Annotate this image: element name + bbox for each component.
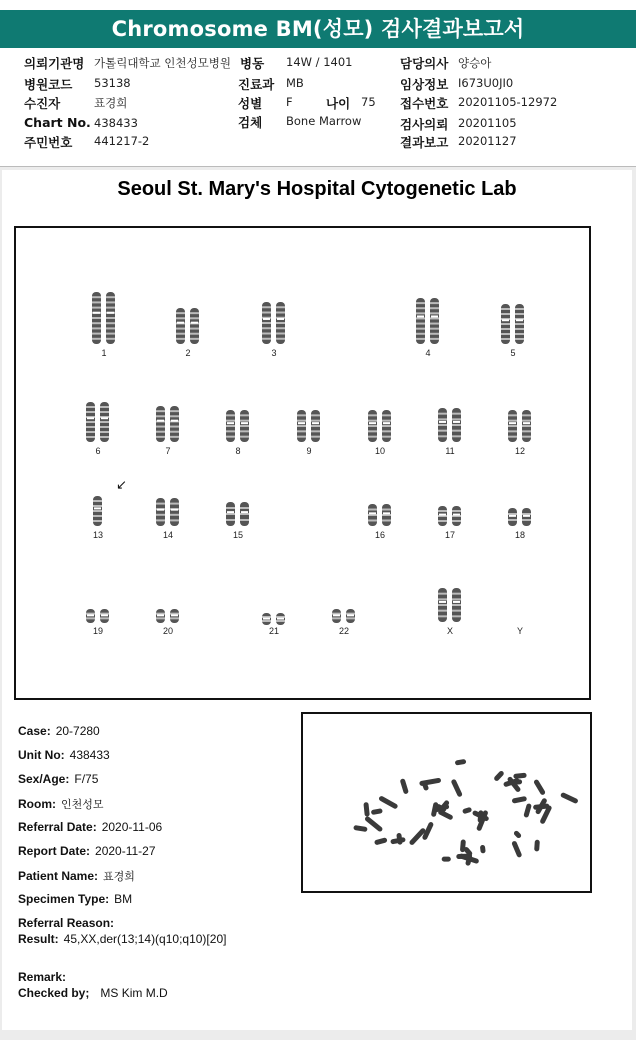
abnormality-arrow-icon: ↙ — [116, 478, 127, 493]
chromosome-pair-7 — [153, 406, 183, 446]
chromosome-label: 9 — [306, 446, 312, 456]
metaphase-image-panel — [301, 712, 592, 893]
chromosome-pair-9 — [294, 410, 324, 446]
info-value: 20201127 — [458, 134, 517, 148]
chromosome-pair-17 — [435, 506, 465, 530]
chromosome-label: 11 — [445, 446, 455, 456]
metaphase-chromosome — [378, 795, 398, 809]
chromosome-pair-6 — [83, 402, 113, 446]
referral-reason-row: Referral Reason: — [18, 916, 115, 930]
unit-row: Unit No: 438433 — [18, 748, 110, 762]
info-value: I673U0JI0 — [458, 76, 514, 90]
chromosome-pair-13 — [91, 496, 105, 530]
chromosome-label: 2 — [185, 348, 191, 358]
info-label: 병원코드 — [24, 77, 73, 92]
report-title: Chromosome BM(성모) 검사결과보고서 — [0, 10, 636, 48]
chromosome-pair-20 — [153, 608, 183, 627]
info-value: Bone Marrow — [286, 114, 362, 128]
patient-info-header — [0, 48, 636, 167]
patient-name-row: Patient Name: 표경희 — [18, 869, 135, 883]
chromosome-label: 13 — [92, 530, 103, 540]
chromosome-label: 3 — [271, 348, 277, 358]
metaphase-chromosome — [533, 779, 546, 796]
chromosome-pair-8 — [223, 410, 253, 446]
info-label: 결과보고 — [400, 135, 449, 150]
karyogram-panel — [14, 226, 591, 700]
lab-title: Seoul St. Mary's Hospital Cytogenetic Lab — [117, 178, 517, 200]
metaphase-chromosome — [534, 840, 540, 852]
info-value: 75 — [361, 95, 376, 109]
chromosome-label: 15 — [232, 530, 243, 540]
case-row: Case: 20-7280 — [18, 724, 100, 738]
info-label: Chart No. — [24, 115, 91, 130]
chromosome-label: 21 — [268, 626, 279, 636]
metaphase-chromosome — [513, 830, 522, 839]
metaphase-chromosome — [371, 808, 383, 815]
chromosome-label: 19 — [92, 626, 103, 636]
metaphase-chromosome — [455, 759, 467, 766]
metaphase-chromosome — [442, 857, 451, 862]
info-value: MB — [286, 76, 304, 90]
chromosome-pair-19 — [83, 608, 113, 627]
metaphase-chromosome — [560, 792, 579, 804]
chromosome-label: 18 — [514, 530, 525, 540]
info-label: 접수번호 — [400, 96, 449, 111]
report-date-row: Report Date: 2020-11-27 — [18, 844, 156, 858]
metaphase-chromosome — [511, 840, 522, 858]
chromosome-pair-3 — [259, 302, 289, 348]
metaphase-chromosome — [462, 807, 472, 814]
info-label: 검사의뢰 — [400, 117, 449, 132]
chromosome-pair-10 — [365, 410, 395, 446]
metaphase-chromosome — [353, 825, 368, 832]
chromosome-pair-2 — [173, 308, 203, 348]
chromosome-pair-14 — [153, 498, 183, 530]
info-label: 임상정보 — [400, 77, 449, 92]
chromosome-label: X — [446, 626, 453, 636]
chromosome-pair-15 — [223, 502, 253, 530]
chromosome-pair-5 — [498, 304, 528, 348]
metaphase-chromosome — [512, 796, 528, 804]
chromosome-label: 8 — [235, 446, 241, 456]
info-value: 가톨릭대학교 인천성모병원 — [94, 56, 231, 70]
chromosome-label: 1 — [101, 348, 107, 358]
info-value: 53138 — [94, 76, 131, 90]
info-label: 검체 — [238, 115, 263, 130]
chromosome-label: 20 — [162, 626, 173, 636]
report-sheet — [2, 170, 632, 1030]
chromosome-label: 6 — [95, 446, 101, 456]
info-label: 성별 — [238, 96, 263, 111]
info-value: 20201105 — [458, 116, 517, 130]
metaphase-chromosome — [363, 802, 369, 817]
chromosome-label: 7 — [165, 446, 171, 456]
metaphase-chromosome — [480, 845, 486, 854]
chromosome-pair-1 — [89, 292, 119, 348]
chromosome-pair-12 — [505, 410, 535, 446]
chromosome-label: 16 — [374, 530, 385, 540]
info-label: 주민번호 — [24, 135, 73, 150]
chromosome-pair-18 — [505, 508, 535, 530]
metaphase-chromosome — [523, 803, 532, 818]
chromosome-pair-11 — [435, 408, 465, 446]
info-label: 담당의사 — [400, 56, 449, 71]
specimen-row: Specimen Type: BM — [18, 892, 133, 906]
info-value: F — [286, 95, 293, 109]
metaphase-chromosome — [451, 779, 463, 798]
sex-age-row: Sex/Age: F/75 — [18, 772, 99, 786]
metaphase-chromosome — [512, 779, 523, 785]
chromosome-label: Y — [516, 626, 523, 636]
info-value: 438433 — [94, 116, 138, 130]
chromosome-label: 4 — [425, 348, 431, 358]
chromosome-pair-X — [435, 588, 465, 626]
info-value: 441217-2 — [94, 134, 150, 148]
info-label: 진료과 — [238, 77, 275, 92]
chromosome-label: 12 — [514, 446, 525, 456]
chromosome-label: 22 — [338, 626, 349, 636]
metaphase-chromosome — [513, 773, 527, 779]
metaphase-chromosome — [374, 837, 388, 845]
info-label: 의뢰기관명 — [24, 56, 85, 71]
metaphase-spread-image — [303, 714, 590, 891]
checked-by-row: Checked by; MS Kim M.D — [18, 986, 168, 1000]
top-margin — [0, 0, 636, 10]
chromosome-label: 10 — [374, 446, 385, 456]
info-value: 20201105-12972 — [458, 95, 558, 109]
info-value: 14W / 1401 — [286, 55, 353, 69]
info-value: 표경희 — [94, 96, 128, 110]
chromosome-label: 5 — [510, 348, 516, 358]
metaphase-chromosome — [493, 770, 505, 782]
info-label: 병동 — [240, 56, 265, 71]
room-row: Room: 인천성모 — [18, 797, 104, 811]
chromosome-pair-4 — [413, 298, 443, 348]
result-row: Result: 45,XX,der(13;14)(q10;q10)[20] — [18, 932, 227, 946]
info-value: 양승아 — [458, 56, 492, 70]
referral-date-row: Referral Date: 2020-11-06 — [18, 820, 163, 834]
chromosome-pair-22 — [329, 608, 359, 627]
chromosome-label: 17 — [444, 530, 455, 540]
chromosome-pair-16 — [365, 504, 395, 530]
remark-row: Remark: — [18, 970, 67, 984]
chromosome-label: 14 — [162, 530, 173, 540]
metaphase-chromosome — [400, 778, 409, 794]
info-label: 수진자 — [24, 96, 61, 111]
info-label: 나이 — [326, 96, 351, 111]
